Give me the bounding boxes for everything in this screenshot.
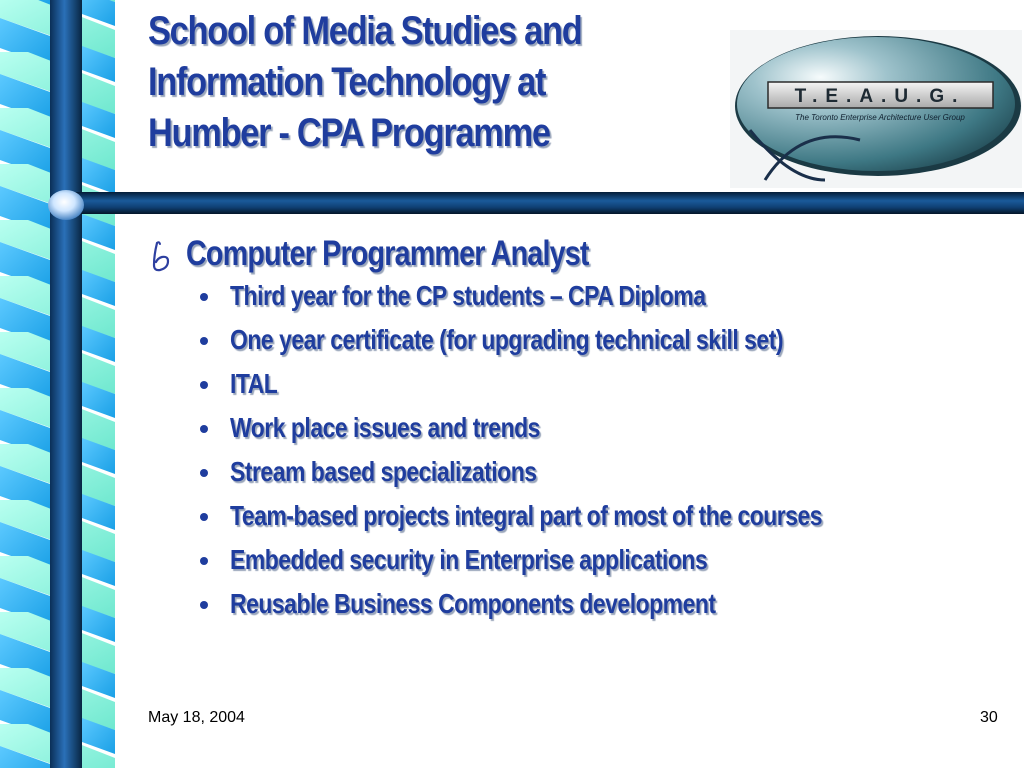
logo-acronym: T.E.A.U.G. — [794, 86, 966, 107]
bullet-dot-icon — [200, 557, 208, 565]
sub-bullet-text: Third year for the CP students – CPA Diploma — [230, 280, 706, 311]
main-bullet-item — [148, 228, 1008, 278]
sub-bullet-text: Team-based projects integral part of most of the courses — [230, 500, 823, 531]
slide-body — [148, 228, 1008, 630]
sub-bullet-item — [148, 366, 1008, 402]
script-b-bullet-icon — [148, 239, 174, 275]
slide-title: School of Media Studies and Information Technology at Humber - CPA Programme — [148, 9, 582, 155]
bullet-dot-icon — [200, 425, 208, 433]
teaug-logo — [730, 30, 1022, 188]
sub-bullet-text: ITAL — [230, 368, 278, 399]
sub-bullet-text: Reusable Business Components development — [230, 588, 716, 619]
sub-bullet-item — [148, 278, 1008, 314]
sub-bullet-text: Work place issues and trends — [230, 412, 540, 443]
sub-bullet-text: Embedded security in Enterprise applications — [230, 544, 708, 575]
sub-bullet-text: Stream based specializations — [230, 456, 537, 487]
bullet-dot-icon — [200, 469, 208, 477]
sub-bullet-item — [148, 498, 1008, 534]
bullet-dot-icon — [200, 513, 208, 521]
sub-bullet-item — [148, 586, 1008, 622]
bullet-dot-icon — [200, 337, 208, 345]
ribbon-decoration — [0, 0, 115, 768]
sub-bullet-list — [148, 278, 1008, 622]
sub-bullet-item — [148, 322, 1008, 358]
bullet-dot-icon — [200, 601, 208, 609]
logo-subtitle: The Toronto Enterprise Architecture User Group — [795, 113, 965, 122]
sub-bullet-item — [148, 542, 1008, 578]
main-bullet-text: Computer Programmer Analyst — [186, 234, 589, 273]
sub-bullet-item — [148, 410, 1008, 446]
bullet-dot-icon — [200, 293, 208, 301]
sub-bullet-item — [148, 454, 1008, 490]
bullet-dot-icon — [200, 381, 208, 389]
footer-date: May 18, 2004 — [148, 709, 245, 726]
page-number: 30 — [980, 709, 998, 726]
sub-bullet-text: One year certificate (for upgrading technical skill set) — [230, 324, 784, 355]
